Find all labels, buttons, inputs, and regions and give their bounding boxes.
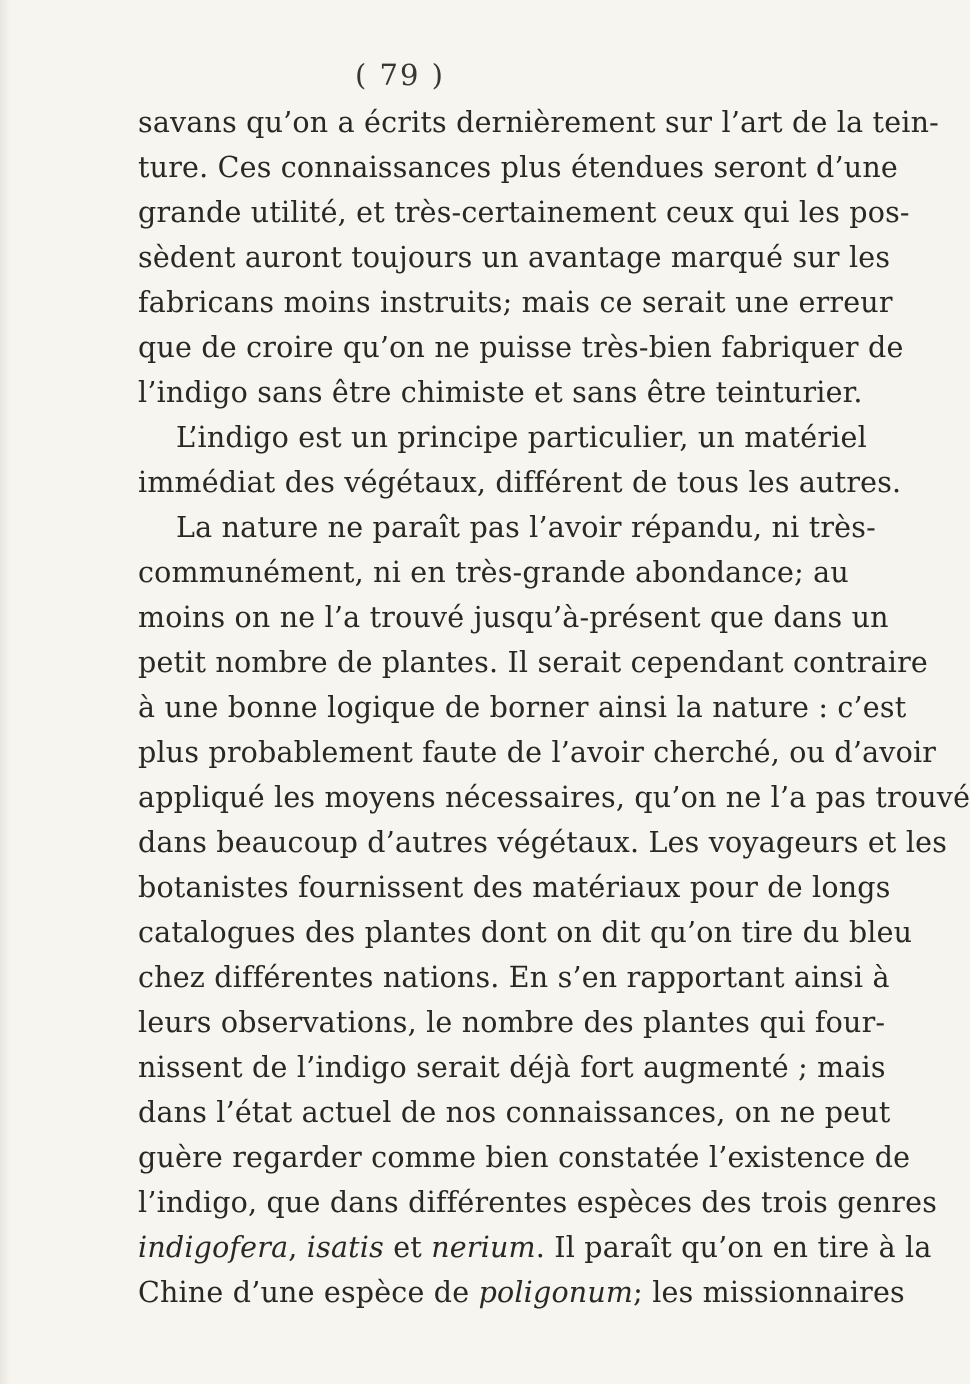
text-segment: L’indigo est un principe particulier, un matériel <box>176 421 867 454</box>
text-line <box>138 1090 891 1135</box>
text-segment: l’indigo, que dans différentes espèces des trois genres <box>138 1186 938 1219</box>
text-line <box>138 1135 911 1180</box>
text-line <box>138 1180 938 1225</box>
text-segment: que de croire qu’on ne puisse très-bien fabriquer de <box>138 331 904 364</box>
text-line <box>138 370 863 415</box>
text-line <box>138 325 904 370</box>
text-segment: moins on ne l’a trouvé jusqu’à-présent que dans un <box>138 601 889 634</box>
text-segment: communément, ni en très-grande abondance; au <box>138 556 849 589</box>
text-line <box>138 730 937 775</box>
text-segment: Chine d’une espèce de <box>138 1276 479 1309</box>
text-line <box>138 190 910 235</box>
text-segment: grande utilité, et très-certainement ceux qui les pos- <box>138 196 910 229</box>
text-segment: dans beaucoup d’autres végétaux. Les voyageurs et les <box>138 826 948 859</box>
text-line <box>138 685 907 730</box>
text-line <box>138 595 889 640</box>
text-line <box>138 460 902 505</box>
text-line <box>138 415 867 460</box>
text-line <box>138 775 970 820</box>
page-number: ( 79 ) <box>355 58 445 92</box>
text-line <box>138 955 890 1000</box>
text-segment: dans l’état actuel de nos connaissances, on ne peut <box>138 1096 891 1129</box>
text-segment: savans qu’on a écrits dernièrement sur l’art de la tein- <box>138 106 939 139</box>
text-segment: fabricans moins instruits; mais ce serait une erreur <box>138 286 893 319</box>
italic-term: indigofera <box>138 1231 289 1264</box>
text-segment: ture. Ces connaissances plus étendues seront d’une <box>138 151 898 184</box>
text-segment: , <box>288 1231 307 1264</box>
text-line <box>138 145 898 190</box>
text-segment: sèdent auront toujours un avantage marqué sur les <box>138 241 891 274</box>
text-segment: et <box>383 1231 432 1264</box>
text-line <box>138 1000 886 1045</box>
text-segment: immédiat des végétaux, différent de tous les autres. <box>138 466 902 499</box>
text-segment: appliqué les moyens nécessaires, qu’on ne l’a pas trouvé <box>138 781 970 814</box>
text-line <box>138 100 939 145</box>
text-line <box>138 235 891 280</box>
body-text <box>138 100 970 1315</box>
page-gutter-shadow <box>0 0 10 1384</box>
text-segment: petit nombre de plantes. Il serait cependant contraire <box>138 646 928 679</box>
text-line <box>138 280 893 325</box>
text-segment: à une bonne logique de borner ainsi la nature : c’est <box>138 691 907 724</box>
text-segment: plus probablement faute de l’avoir cherché, ou d’avoir <box>138 736 937 769</box>
text-line <box>138 505 876 550</box>
text-line <box>138 1045 886 1090</box>
text-line <box>138 820 948 865</box>
text-segment: nissent de l’indigo serait déjà fort augmenté ; mais <box>138 1051 886 1084</box>
text-segment: guère regarder comme bien constatée l’existence de <box>138 1141 911 1174</box>
text-line <box>138 1225 932 1270</box>
text-segment: l’indigo sans être chimiste et sans être teinturier. <box>138 376 863 409</box>
text-line <box>138 640 928 685</box>
text-segment: leurs observations, le nombre des plantes qui four- <box>138 1006 886 1039</box>
text-segment: La nature ne paraît pas l’avoir répandu, ni très- <box>176 511 876 544</box>
text-segment: catalogues des plantes dont on dit qu’on tire du bleu <box>138 916 913 949</box>
text-line <box>138 910 913 955</box>
text-line <box>138 865 891 910</box>
text-segment: chez différentes nations. En s’en rapportant ainsi à <box>138 961 890 994</box>
text-segment: . Il paraît qu’on en tire à la <box>535 1231 932 1264</box>
text-line <box>138 550 849 595</box>
italic-term: nerium <box>431 1231 536 1264</box>
text-line <box>138 1270 905 1315</box>
italic-term: poligonum <box>478 1276 634 1309</box>
text-segment: ; les missionnaires <box>633 1276 905 1309</box>
italic-term: isatis <box>306 1231 384 1264</box>
text-segment: botanistes fournissent des matériaux pour de longs <box>138 871 891 904</box>
